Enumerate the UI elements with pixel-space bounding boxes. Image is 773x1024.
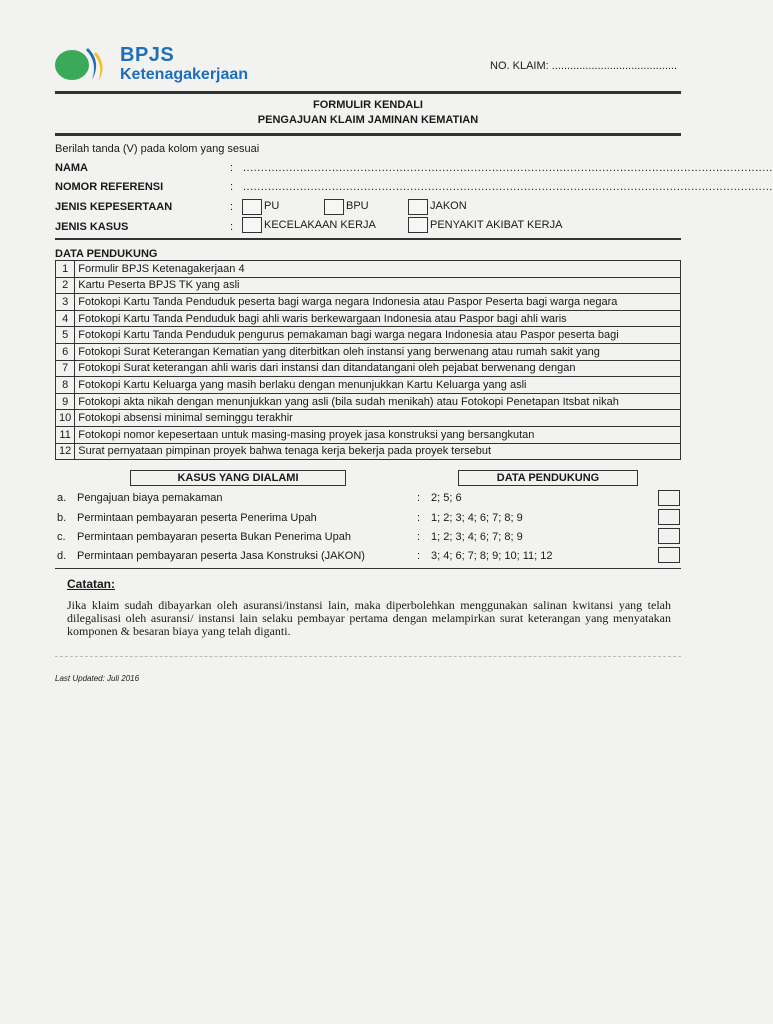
- data-pendukung-table: [55, 260, 681, 460]
- data-pendukung-header: DATA PENDUKUNG: [458, 470, 638, 486]
- case-colon: :: [417, 492, 421, 504]
- logo-subtitle: Ketenagakerjaan: [120, 66, 249, 83]
- row-number: 12: [56, 443, 75, 460]
- case-colon: :: [417, 550, 421, 562]
- row-number: 5: [56, 327, 75, 344]
- table-row: [56, 294, 681, 311]
- footer-divider: [55, 656, 681, 657]
- fields-divider: [55, 238, 681, 240]
- case-docs: 3; 4; 6; 7; 8; 9; 10; 11; 12: [431, 550, 553, 562]
- bpjs-logo: [52, 44, 282, 86]
- case-checkbox-b[interactable]: [658, 509, 680, 525]
- header-divider: [55, 91, 681, 94]
- instruction-text: Berilah tanda (V) pada kolom yang sesuai: [55, 143, 260, 155]
- case-checkbox-a[interactable]: [658, 490, 680, 506]
- row-text: Fotokopi Kartu Tanda Penduduk bagi ahli waris berkewargaan Indonesia atau Paspor bagi ahli waris: [75, 310, 681, 327]
- title-divider: [55, 133, 681, 136]
- row-number: 3: [56, 294, 75, 311]
- checkbox-label-bpu: BPU: [346, 200, 369, 212]
- table-row: [56, 426, 681, 443]
- case-colon: :: [417, 531, 421, 543]
- case-text: Permintaan pembayaran peserta Jasa Konstruksi (JAKON): [77, 550, 365, 562]
- checkbox-label-kecelakaan-kerja: KECELAKAAN KERJA: [264, 219, 376, 231]
- table-row: [56, 393, 681, 410]
- row-number: 1: [56, 261, 75, 278]
- case-checkbox-c[interactable]: [658, 528, 680, 544]
- table-row: [56, 261, 681, 278]
- row-number: 11: [56, 426, 75, 443]
- table-row: [56, 277, 681, 294]
- field-colon: :: [230, 221, 234, 233]
- notes-title: Catatan:: [67, 577, 116, 591]
- data-pendukung-title: DATA PENDUKUNG: [55, 248, 158, 260]
- case-text: Pengajuan biaya pemakaman: [77, 492, 223, 504]
- case-text: Permintaan pembayaran peserta Bukan Penerima Upah: [77, 531, 351, 543]
- row-number: 8: [56, 377, 75, 394]
- row-text: Surat pernyataan pimpinan proyek bahwa tenaga kerja bekerja pada proyek tersebut: [75, 443, 681, 460]
- case-checkbox-d[interactable]: [658, 547, 680, 563]
- nama-field[interactable]: .....................................................................................................................................................: [243, 162, 773, 174]
- field-label-nomor-referensi: NOMOR REFERENSI: [55, 181, 164, 193]
- case-text: Permintaan pembayaran peserta Penerima Upah: [77, 512, 317, 524]
- kasus-header: KASUS YANG DIALAMI: [130, 470, 346, 486]
- table-row: [56, 343, 681, 360]
- row-text: Fotokopi Kartu Tanda Penduduk peserta bagi warga negara Indonesia atau Paspor Peserta bagi warga negara: [75, 294, 681, 311]
- case-docs: 1; 2; 3; 4; 6; 7; 8; 9: [431, 531, 523, 543]
- field-label-jenis-kepesertaan: JENIS KEPESERTAAN: [55, 201, 173, 213]
- table-row: [56, 377, 681, 394]
- case-docs: 1; 2; 3; 4; 6; 7; 8; 9: [431, 512, 523, 524]
- row-text: Fotokopi Surat keterangan ahli waris dari instansi dan ditandatangani oleh pejabat berwenang dengan: [75, 360, 681, 377]
- case-letter: d.: [57, 550, 67, 562]
- field-label-jenis-kasus: JENIS KASUS: [55, 221, 129, 233]
- last-updated: Last Updated: Juli 2016: [55, 674, 140, 683]
- row-number: 9: [56, 393, 75, 410]
- notes-text: Jika klaim sudah dibayarkan oleh asuransi/instansi lain, maka diperbolehkan menggunakan salinan kwitansi yang telah dilegalisasi oleh asuransi/ instansi lain selaku pembayar pertama dengan melampirkan surat keterangan yang menyatakan komponen & besaran biaya yang telah diganti.: [67, 598, 671, 638]
- table-row: [56, 360, 681, 377]
- field-colon: :: [230, 201, 234, 213]
- field-colon: :: [230, 162, 234, 174]
- row-text: Fotokopi Surat Keterangan Kematian yang diterbitkan oleh instansi yang berwenang atau rumah sakit yang: [75, 343, 681, 360]
- case-letter: c.: [57, 531, 66, 543]
- checkbox-bpu[interactable]: [324, 199, 344, 215]
- case-colon: :: [417, 512, 421, 524]
- field-colon: :: [230, 181, 234, 193]
- row-text: Fotokopi nomor kepesertaan untuk masing-masing proyek jasa konstruksi yang bersangkutan: [75, 426, 681, 443]
- row-text: Fotokopi Kartu Keluarga yang masih berlaku dengan menunjukkan Kartu Keluarga yang asli: [75, 377, 681, 394]
- case-letter: b.: [57, 512, 67, 524]
- table-row: [56, 410, 681, 427]
- form-title-line1: FORMULIR KENDALI: [313, 99, 423, 111]
- row-number: 10: [56, 410, 75, 427]
- bpjs-logo-mark-icon: [52, 44, 116, 84]
- row-number: 6: [56, 343, 75, 360]
- nomor-referensi-field[interactable]: .....................................................................................................................................................: [243, 181, 773, 193]
- case-docs: 2; 5; 6: [431, 492, 462, 504]
- row-number: 7: [56, 360, 75, 377]
- row-text: Formulir BPJS Ketenagakerjaan 4: [75, 261, 681, 278]
- row-number: 4: [56, 310, 75, 327]
- table-row: [56, 443, 681, 460]
- notes-section: [55, 568, 681, 649]
- table-row: [56, 327, 681, 344]
- checkbox-label-penyakit-akibat-kerja: PENYAKIT AKIBAT KERJA: [430, 219, 563, 231]
- checkbox-kecelakaan-kerja[interactable]: [242, 217, 262, 233]
- row-text: Fotokopi absensi minimal seminggu terakhir: [75, 410, 681, 427]
- logo-brand: BPJS: [120, 44, 175, 66]
- row-text: Fotokopi akta nikah dengan menunjukkan yang asli (bila sudah menikah) atau Fotokopi Penetapan Itsbat nikah: [75, 393, 681, 410]
- row-number: 2: [56, 277, 75, 294]
- table-row: [56, 310, 681, 327]
- checkbox-jakon[interactable]: [408, 199, 428, 215]
- row-text: Fotokopi Kartu Tanda Penduduk pengurus pemakaman bagi warga negara Indonesia atau Paspor peserta bagi: [75, 327, 681, 344]
- form-title-line2: PENGAJUAN KLAIM JAMINAN KEMATIAN: [257, 114, 479, 126]
- no-klaim-field[interactable]: NO. KLAIM: .........................................: [490, 60, 678, 72]
- field-label-nama: NAMA: [55, 162, 88, 174]
- row-text: Kartu Peserta BPJS TK yang asli: [75, 277, 681, 294]
- case-letter: a.: [57, 492, 67, 504]
- checkbox-label-jakon: JAKON: [430, 200, 467, 212]
- checkbox-penyakit-akibat-kerja[interactable]: [408, 217, 428, 233]
- checkbox-pu[interactable]: [242, 199, 262, 215]
- checkbox-label-pu: PU: [264, 200, 280, 212]
